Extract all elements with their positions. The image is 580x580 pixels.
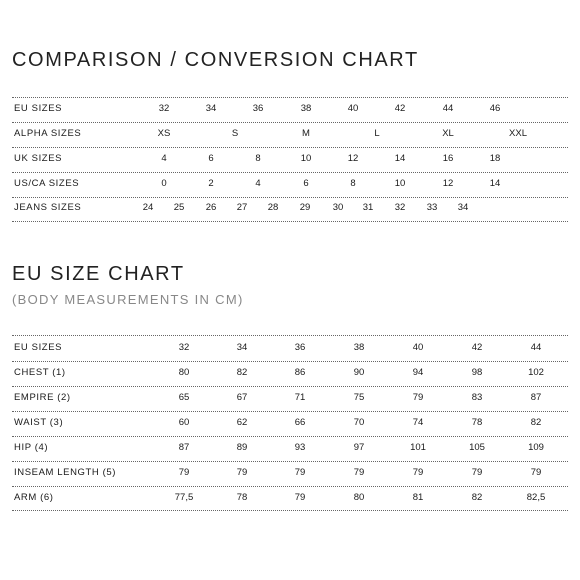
row-label: EU SIZES	[14, 342, 63, 353]
table-cell: 62	[236, 417, 248, 428]
table-cell: 46	[489, 103, 501, 114]
table-cell: 87	[530, 392, 542, 403]
table-cell: 90	[353, 367, 365, 378]
table-cell: 74	[412, 417, 424, 428]
table-cell: 40	[412, 342, 424, 353]
eu-table-row	[0, 338, 580, 358]
row-label: INSEAM LENGTH (5)	[14, 467, 117, 478]
table-cell: 79	[412, 467, 424, 478]
row-label: ALPHA SIZES	[14, 128, 82, 139]
table-cell: S	[231, 128, 239, 139]
table-cell: 82	[471, 492, 483, 503]
table-cell: M	[302, 128, 310, 139]
table-cell: 71	[294, 392, 306, 403]
eu-table-row	[0, 363, 580, 383]
conversion-table-row	[0, 124, 580, 144]
table-cell: 79	[530, 467, 542, 478]
table-cell: 34	[236, 342, 248, 353]
table-cell: 66	[294, 417, 306, 428]
table-cell: 28	[267, 202, 279, 213]
table-cell: 44	[530, 342, 542, 353]
table-cell: 32	[158, 103, 170, 114]
conversion-table-row	[0, 174, 580, 194]
table-cell: 8	[255, 153, 261, 164]
conversion-row-divider	[12, 172, 568, 173]
eu-row-divider	[12, 436, 568, 437]
table-cell: 98	[471, 367, 483, 378]
table-cell: 82	[236, 367, 248, 378]
table-cell: 29	[299, 202, 311, 213]
eu-table-row	[0, 388, 580, 408]
eu-table-row	[0, 438, 580, 458]
table-cell: 83	[471, 392, 483, 403]
eu-table-row	[0, 413, 580, 433]
eu-table-row	[0, 488, 580, 508]
conversion-row-divider	[12, 97, 568, 98]
table-cell: 77,5	[174, 492, 194, 503]
eu-row-divider	[12, 386, 568, 387]
table-cell: 26	[205, 202, 217, 213]
eu-size-chart-title: EU SIZE CHART	[12, 263, 185, 285]
table-cell: 79	[294, 492, 306, 503]
table-cell: 8	[350, 178, 356, 189]
table-cell: 79	[471, 467, 483, 478]
eu-row-divider	[12, 510, 568, 511]
table-cell: 16	[442, 153, 454, 164]
table-cell: XS	[157, 128, 171, 139]
table-cell: 86	[294, 367, 306, 378]
table-cell: 33	[426, 202, 438, 213]
table-cell: 79	[294, 467, 306, 478]
table-cell: 38	[353, 342, 365, 353]
table-cell: 32	[178, 342, 190, 353]
table-cell: 75	[353, 392, 365, 403]
table-cell: 67	[236, 392, 248, 403]
table-cell: 6	[208, 153, 214, 164]
table-cell: 79	[178, 467, 190, 478]
table-cell: 81	[412, 492, 424, 503]
table-cell: 34	[205, 103, 217, 114]
eu-row-divider	[12, 411, 568, 412]
table-cell: 79	[236, 467, 248, 478]
table-cell: 93	[294, 442, 306, 453]
table-cell: 2	[208, 178, 214, 189]
table-cell: 42	[394, 103, 406, 114]
table-cell: 36	[252, 103, 264, 114]
table-cell: 102	[528, 367, 544, 378]
table-cell: 94	[412, 367, 424, 378]
table-cell: 42	[471, 342, 483, 353]
table-cell: 30	[332, 202, 344, 213]
table-cell: 6	[303, 178, 309, 189]
row-label: HIP (4)	[14, 442, 49, 453]
table-cell: 12	[347, 153, 359, 164]
table-cell: 14	[489, 178, 501, 189]
row-label: UK SIZES	[14, 153, 63, 164]
conversion-table-row	[0, 149, 580, 169]
table-cell: 82,5	[526, 492, 546, 503]
conversion-row-divider	[12, 221, 568, 222]
table-cell: 105	[469, 442, 485, 453]
row-label: WAIST (3)	[14, 417, 64, 428]
conversion-row-divider	[12, 147, 568, 148]
eu-row-divider	[12, 461, 568, 462]
table-cell: 79	[412, 392, 424, 403]
table-cell: 10	[300, 153, 312, 164]
conversion-table-row	[0, 99, 580, 119]
table-cell: 44	[442, 103, 454, 114]
table-cell: L	[374, 128, 380, 139]
table-cell: 4	[255, 178, 261, 189]
eu-row-divider	[12, 335, 568, 336]
table-cell: 87	[178, 442, 190, 453]
row-label: JEANS SIZES	[14, 202, 82, 213]
table-cell: 12	[442, 178, 454, 189]
table-cell: 80	[178, 367, 190, 378]
table-cell: 34	[457, 202, 469, 213]
table-cell: 101	[410, 442, 426, 453]
eu-table-row	[0, 463, 580, 483]
table-cell: 36	[294, 342, 306, 353]
table-cell: 24	[142, 202, 154, 213]
table-cell: 27	[236, 202, 248, 213]
table-cell: 82	[530, 417, 542, 428]
eu-row-divider	[12, 361, 568, 362]
row-label: US/CA SIZES	[14, 178, 80, 189]
table-cell: 40	[347, 103, 359, 114]
conversion-chart-title: COMPARISON / CONVERSION CHART	[12, 49, 419, 71]
table-cell: 97	[353, 442, 365, 453]
table-cell: 31	[362, 202, 374, 213]
table-cell: 4	[161, 153, 167, 164]
row-label: EMPIRE (2)	[14, 392, 71, 403]
table-cell: XXL	[509, 128, 527, 139]
table-cell: 109	[528, 442, 544, 453]
row-label: EU SIZES	[14, 103, 63, 114]
table-cell: 32	[394, 202, 406, 213]
table-cell: XL	[442, 128, 454, 139]
eu-size-chart-subtitle: (BODY MEASUREMENTS IN CM)	[12, 292, 244, 307]
table-cell: 25	[173, 202, 185, 213]
table-cell: 80	[353, 492, 365, 503]
table-cell: 78	[236, 492, 248, 503]
table-cell: 0	[161, 178, 167, 189]
row-label: CHEST (1)	[14, 367, 66, 378]
conversion-table-row	[0, 198, 580, 218]
table-cell: 60	[178, 417, 190, 428]
table-cell: 14	[394, 153, 406, 164]
eu-row-divider	[12, 486, 568, 487]
table-cell: 79	[353, 467, 365, 478]
table-cell: 65	[178, 392, 190, 403]
table-cell: 70	[353, 417, 365, 428]
conversion-row-divider	[12, 122, 568, 123]
row-label: ARM (6)	[14, 492, 54, 503]
table-cell: 10	[394, 178, 406, 189]
table-cell: 38	[300, 103, 312, 114]
table-cell: 78	[471, 417, 483, 428]
table-cell: 18	[489, 153, 501, 164]
table-cell: 89	[236, 442, 248, 453]
